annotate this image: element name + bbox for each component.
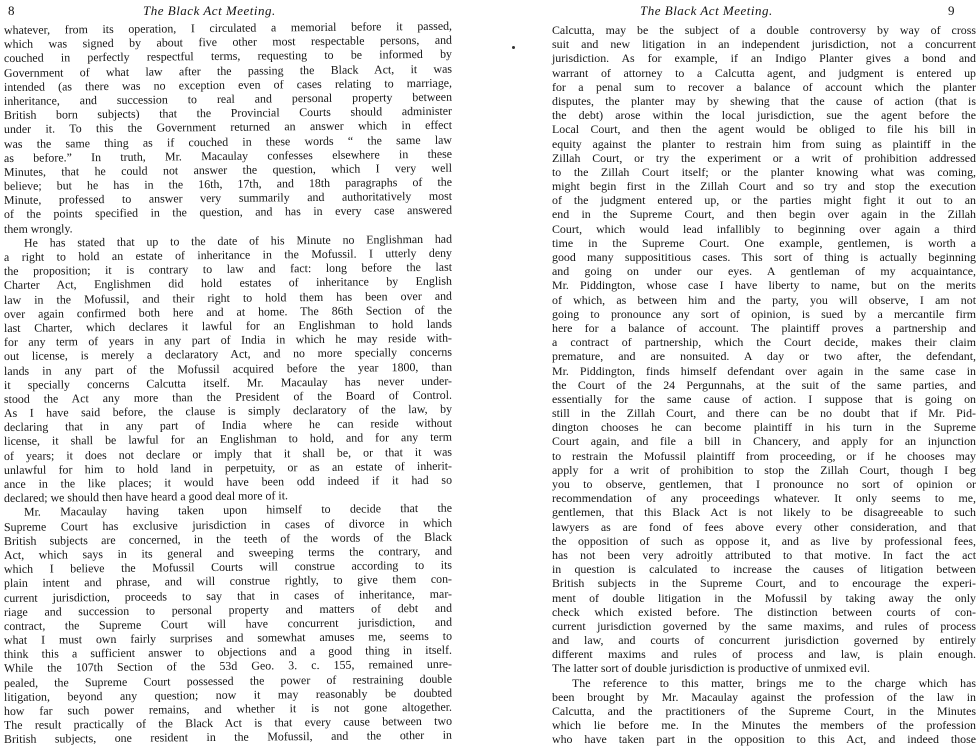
- text-line: British subjects are concerned, in the teeth of the words of the Black: [3, 529, 453, 548]
- text-line: While the 107th Section of the 53d Geo. 3. c. 155, remained unre-: [3, 657, 453, 676]
- text-line: suit and new litigation in an independent jurisdiction, not a concurrent: [552, 37, 976, 52]
- text-line: Mr. Piddington, finds himself defendant over again in the same case in: [552, 363, 976, 378]
- text-line: which I believe the Mofussil Courts will construe according to its: [3, 557, 453, 577]
- text-line: which was signed by about five other most respectable persons, and: [3, 32, 453, 52]
- text-line: Act, which says in its general and sweeping terms the contrary, and: [3, 543, 453, 562]
- text-line: gentlemen, that this Black Act is not likely to be disagreeable to such: [552, 505, 976, 520]
- text-line: The reference to this matter, brings me to the charge which has: [572, 675, 976, 690]
- text-line: in question is calculated to increase the causes of litigation between: [552, 562, 976, 577]
- text-line: might begin first in the Zillah Court and so try and stop the execution: [552, 179, 976, 194]
- text-line: of which, as between him and the party, you will observe, I am not: [552, 292, 976, 307]
- text-line: litigation, beyond any question; now it may reasonably be doubted: [3, 685, 453, 704]
- text-line: dington chooses he can become plaintiff in his turn in the Supreme: [552, 420, 976, 435]
- text-line: the debt) arose within the local jurisdiction, sue the agent before the: [552, 108, 976, 123]
- text-line: it specially concerns Calcutta itself. Mr. Macaulay has never under-: [3, 373, 453, 392]
- text-line: over again confirmed both here and at home. The 86th Section of the: [3, 302, 453, 321]
- text-line: British subjects in the Supreme Court, and to encourage the experi-: [552, 576, 976, 591]
- right-page: [542, 0, 980, 747]
- left-page: [0, 0, 478, 747]
- text-line: essentially for the same cause of action. I suppose that is going on: [552, 391, 976, 406]
- text-line: license, it shall be lawful for an Englishman to hold, and for any term: [3, 430, 453, 449]
- text-line: pealed, the Supreme Court possessed the power of restraining double: [3, 671, 453, 690]
- text-line: has not been very adroitly attributed to that motive. In fact the act: [552, 547, 976, 562]
- text-line: how far such power remains, and whether it is not gone altogether.: [3, 699, 453, 718]
- text-line: them wrongly.: [3, 220, 73, 236]
- text-line: current jurisdiction, proceeds to say that in cases of inheritance, mar-: [3, 586, 453, 605]
- text-line: apply for a writ of prohibition to stop the Zillah Court, though I beg: [552, 462, 976, 477]
- text-line: recommendation of any proceedings whatever. It only seems to me,: [552, 491, 976, 506]
- text-line: The result practically of the Black Act is that every cause between two: [3, 713, 453, 733]
- text-line: end in the Supreme Court, and then begin over again in the Zillah: [552, 207, 976, 222]
- text-line: He has stated that up to the date of his Minute no Englishman had: [23, 231, 453, 250]
- text-line: lands in any part of the Mofussil acquired before the year 1800, than: [3, 359, 453, 378]
- text-line: Government of what law after the passing the Black Act, it was: [3, 61, 453, 80]
- text-line: Mr. Piddington, whose case I have liberty to name, but on the merits: [552, 278, 976, 293]
- text-line: been brought by Mr. Macaulay against the profession of the law in: [552, 689, 976, 704]
- text-line: Supreme Court has exclusive jurisdiction in cases of divorce in which: [3, 515, 453, 534]
- left-page-number: 8: [8, 3, 15, 18]
- text-line: who have taken part in the opposition to this Act, and indeed those: [552, 732, 976, 747]
- text-line: under it. To this the Government returned an answer which in effect: [3, 118, 453, 137]
- gutter-speck: [512, 46, 515, 49]
- text-line: couched in perfectly respectful terms, requesting to be informed by: [3, 47, 453, 66]
- text-line: whatever, from its operation, I circulated a memorial before it passed,: [3, 18, 453, 37]
- text-line: plain intent and phrase, and will construe rightly, to give them con-: [3, 572, 453, 591]
- text-line: the opposition of such as oppose it, and as live by professional fees,: [552, 533, 976, 548]
- text-line: equity against the planter to restrain him from suing as plaintiff in the: [552, 136, 976, 151]
- text-line: lawyers as are fond of fees above every other consideration, and that: [552, 519, 976, 534]
- right-page-header: [542, 0, 980, 22]
- text-line: contract, the Supreme Court will have concurrent jurisdiction, and: [3, 614, 453, 633]
- text-line: Calcutta, and the practitioners of the Supreme Court, in the Minutes: [552, 704, 976, 718]
- text-line: out license, is merely a declaratory Act, and no more specially concerns: [3, 345, 453, 364]
- text-line: the Court of the 24 Pergunnahs, at the suit of the same parties, and: [552, 377, 976, 392]
- text-line: riage and succession to personal property and matters of debt and: [3, 600, 453, 619]
- text-line: Charter Act, Englishmen did hold estates of inheritance by English: [3, 274, 453, 293]
- text-line: declaring that in any part of India where he can reside without: [3, 415, 453, 435]
- text-line: last Charter, which declares it lawful for an Englishman to hold lands: [3, 316, 453, 335]
- text-line: intended (as there was no exception even of cases relating to marriage,: [3, 75, 453, 94]
- text-line: a contract of partnership, which the Court decide, makes their claim: [552, 335, 976, 350]
- text-line: Court, which would lead infallibly to beginning over again a third: [552, 221, 976, 236]
- text-line: time in the Supreme Court. One example, gentlemen, is worth a: [552, 235, 976, 250]
- text-line: The latter sort of double jurisdiction is productive of unmixed evil.: [552, 661, 871, 676]
- text-line: check which existed before. The distinction between courts of con-: [552, 604, 976, 619]
- text-line: British born subjects) that the Provincial Courts should administer: [3, 103, 453, 123]
- text-line: the proposition; it is contrary to law and fact: long before the last: [3, 259, 453, 279]
- text-line: and law, and courts of concurrent jurisdiction governed by entirely: [552, 633, 976, 648]
- text-line: good many supposititious cases. This sort of thing is actually beginning: [552, 250, 976, 264]
- text-line: British subjects, one resident in the Mofussil, and the other in: [3, 728, 453, 747]
- text-line: still in the Zillah Court, and there can be no doubt that if Mr. Pid-: [552, 406, 976, 421]
- text-line: ance in the like places; it would have been odd indeed if it had so: [3, 472, 453, 491]
- text-line: for any term of years in any part of India in which he may reside with-: [3, 330, 453, 350]
- text-line: you to observe, gentlemen, that I pronounce no sort of opinion or: [552, 477, 976, 491]
- text-line: for a penal sum to recover a balance of account which the planter: [552, 79, 976, 94]
- left-running-head: The Black Act Meeting.: [143, 3, 276, 18]
- left-page-body: [3, 18, 453, 747]
- text-line: As I have said before, the clause is simply declaratory of the law, by: [3, 401, 453, 421]
- right-page-number: 9: [948, 3, 955, 18]
- text-line: current jurisdiction governed by the same maxims, and rules of process: [552, 618, 976, 633]
- right-page-body: [552, 23, 976, 747]
- text-line: a right to hold an estate of inheritance in the Mofussil. I utterly deny: [3, 245, 453, 264]
- text-line: Zillah Court, or try the experiment or a writ of prohibition addressed: [552, 150, 976, 165]
- text-line: of the judgment entered up, or the parties might fight it out to an: [552, 193, 976, 208]
- text-line: Local Court, and then the agent would be obliged to file his bill in: [552, 122, 976, 137]
- text-line: disputes, the planter may by shewing that the cause of action (that is: [552, 93, 976, 108]
- text-line: of the points specified in the question, and has in every case answered: [3, 203, 453, 222]
- text-line: was the same thing as if couched in these words “ the same law: [3, 132, 453, 151]
- text-line: here for a balance of account. The plaintiff proves a partnership and: [552, 320, 976, 335]
- text-line: which lie before me. In the Minutes the members of the profession: [552, 718, 976, 733]
- text-line: to the Zillah Court itself; or the planter knowing what was coming,: [552, 164, 976, 179]
- text-line: and going on under our eyes. A gentleman of my acquaintance,: [552, 264, 976, 279]
- text-line: believe; but he has in the 16th, 17th, and 18th paragraphs of the: [3, 174, 453, 194]
- text-line: different maxims and rules of process and law, is plain enough.: [552, 647, 976, 662]
- text-line: as before.” In truth, Mr. Macaulay confesses elsewhere in these: [3, 146, 453, 165]
- text-line: ment of double litigation in the Mofussil by taking away the only: [552, 590, 976, 605]
- text-line: stood the Act any more than the President of the Board of Control.: [3, 387, 453, 406]
- text-line: going to pronounce any sort of opinion, is sued by a mercantile firm: [552, 306, 976, 321]
- text-line: declared; we should then have heard a good deal more of it.: [3, 488, 289, 506]
- text-line: warrant of attorney to a Calcutta agent, and judgment is entered up: [552, 65, 976, 80]
- text-line: of years; it does not declare or imply that it shall be, or that it was: [3, 444, 453, 463]
- text-line: inheritance, and succession to real and personal property between: [3, 89, 453, 108]
- text-line: Court again, and file a bill in Chancery, and apply for an injunction: [552, 434, 976, 449]
- text-line: what I must own fairly surprises and somewhat amuses me, seems to: [3, 628, 453, 648]
- text-line: law in the Mofussil, and their right to hold them has been over and: [3, 288, 453, 307]
- text-line: jurisdiction. As for example, if an Indigo Planter gives a bond and: [552, 51, 976, 66]
- text-line: Calcutta, may be the subject of a double controversy by way of cross: [552, 23, 976, 37]
- text-line: unlawful for him to hold land in perpetuity, or as an estate of inherit-: [3, 458, 453, 477]
- text-line: Mr. Macaulay having taken upon himself to decide that the: [23, 501, 453, 520]
- text-line: think this a sufficient answer to objections and a good thing in itself.: [3, 642, 453, 662]
- text-line: to restrain the Mofussil plaintiff from proceeding, or if he chooses may: [552, 448, 976, 463]
- text-line: Minutes, that he could not answer the question, which I very well: [3, 160, 453, 179]
- text-line: Minute, professed to answer very summarily and authoritatively most: [3, 188, 453, 208]
- right-running-head: The Black Act Meeting.: [640, 3, 773, 18]
- text-line: premature, and are nonsuited. A day or two after, the defendant,: [552, 349, 976, 364]
